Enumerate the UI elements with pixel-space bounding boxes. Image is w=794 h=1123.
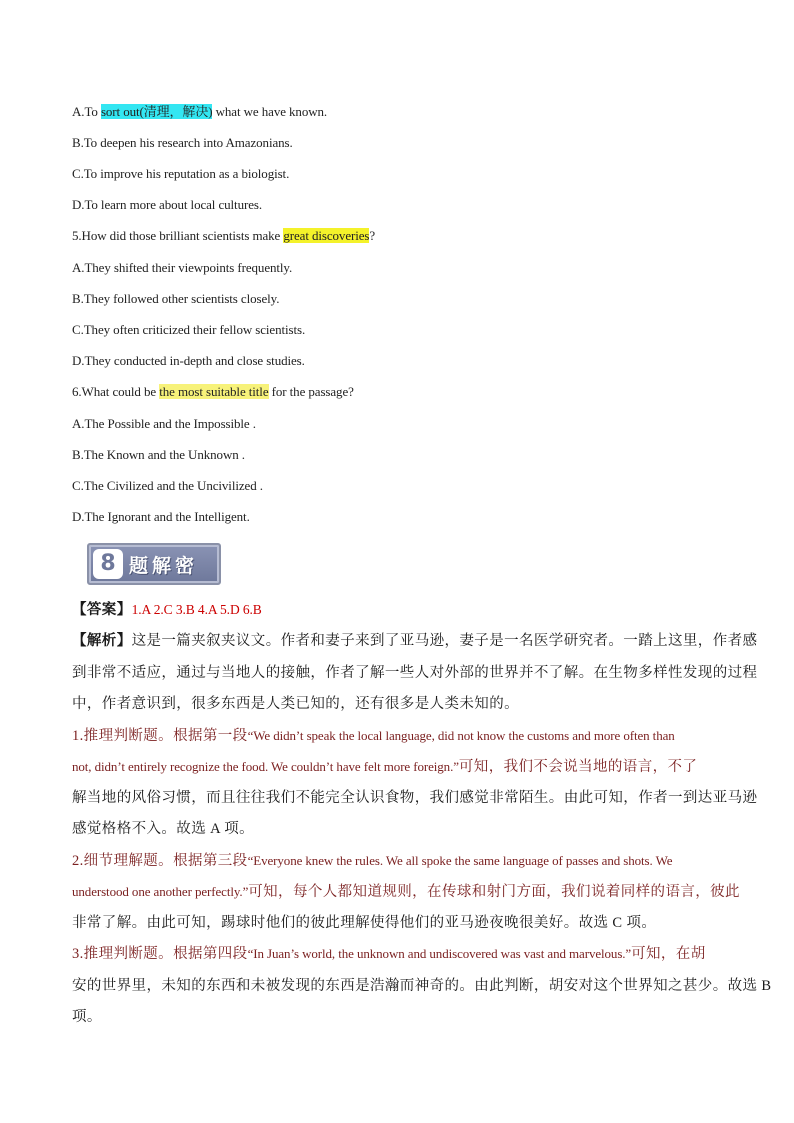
option-4d: D.To learn more about local cultures. <box>72 197 262 212</box>
explanation-1-line-4: 感觉格格不入。故选 A 项。 <box>72 821 255 837</box>
analysis-label: 【解析】 <box>72 633 132 649</box>
answer-line <box>72 600 732 620</box>
explanation-2-line-2: understood one another perfectly.”可知，每个人都知道规则，在传球和射门方面，我们说着同样的语言，彼此 <box>72 884 740 900</box>
number-badge-icon: 8 <box>93 549 123 579</box>
option-6b: B.The Known and the Unknown . <box>72 447 245 462</box>
explanation-1-line-1: 1.推理判断题。根据第一段“We didn’t speak the local language, did not know the customs and more often than <box>72 728 675 744</box>
option-6d: D.The Ignorant and the Intelligent. <box>72 509 250 524</box>
explanation-1-line-2: not, didn’t entirely recognize the food. We couldn’t have felt more foreign.”可知，我们不会说当地的语言，不了 <box>72 759 698 775</box>
explanation-2-line-1: 2.细节理解题。根据第三段“Everyone knew the rules. We all spoke the same language of passes and shots. We <box>72 853 673 869</box>
question-6: 6.What could be the most suitable title for the passage? <box>72 384 354 399</box>
option-6a: A.The Possible and the Impossible . <box>72 416 256 431</box>
answer-key-banner <box>87 543 221 585</box>
option-5c: C.They often criticized their fellow scientists. <box>72 322 306 337</box>
explanation-1-line-3: 解当地的风俗习惯，而且往往我们不能完全认识食物，我们感觉非常陌生。由此可知，作者一到达亚马逊 <box>72 790 758 806</box>
option-5b: B.They followed other scientists closely. <box>72 291 280 306</box>
explanation-3-line-2: 安的世界里，未知的东西和未被发现的东西是浩瀚而神奇的。由此判断，胡安对这个世界知之甚少。故选 B <box>72 978 772 994</box>
question-5: 5.How did those brilliant scientists make great discoveries? <box>72 228 376 243</box>
analysis-line-2: 到非常不适应，通过与当地人的接触，作者了解一些人对外部的世界并不了解。在生物多样性发现的过程 <box>72 665 758 681</box>
banner-title: 题解密 <box>129 554 199 577</box>
highlight-sort-out: sort out(清理，解决) <box>100 104 213 119</box>
analysis-line-3: 中，作者意识到，很多东西是人类已知的，还有很多是人类未知的。 <box>72 696 519 712</box>
answer-label: 【答案】 <box>72 602 132 618</box>
explanation-3-line-3: 项。 <box>72 1009 102 1025</box>
highlight-great-discoveries: great discoveries <box>283 228 370 243</box>
answer-text: 1.A 2.C 3.B 4.A 5.D 6.B <box>131 602 262 617</box>
analysis-line-1: 【解析】这是一篇夹叙夹议文。作者和妻子来到了亚马逊，妻子是一名医学研究者。一踏上这里，作者感 <box>72 633 758 649</box>
option-4b: B.To deepen his research into Amazonians. <box>72 135 293 150</box>
option-5d: D.They conducted in-depth and close studies. <box>72 353 305 368</box>
option-6c: C.The Civilized and the Uncivilized . <box>72 478 263 493</box>
highlight-title: the most suitable title <box>159 384 269 399</box>
explanation-2-line-3: 非常了解。由此可知，踢球时他们的彼此理解使得他们的亚马逊夜晚很美好。故选 C 项。 <box>72 915 657 931</box>
explanation-3-line-1: 3.推理判断题。根据第四段“In Juan’s world, the unknown and undiscovered was vast and marvelous.”可知，在胡 <box>72 946 706 962</box>
option-5a: A.They shifted their viewpoints frequently. <box>72 260 293 275</box>
option-4a: A.To sort out(清理，解决) what we have known. <box>72 104 328 119</box>
option-4c: C.To improve his reputation as a biologist. <box>72 166 290 181</box>
